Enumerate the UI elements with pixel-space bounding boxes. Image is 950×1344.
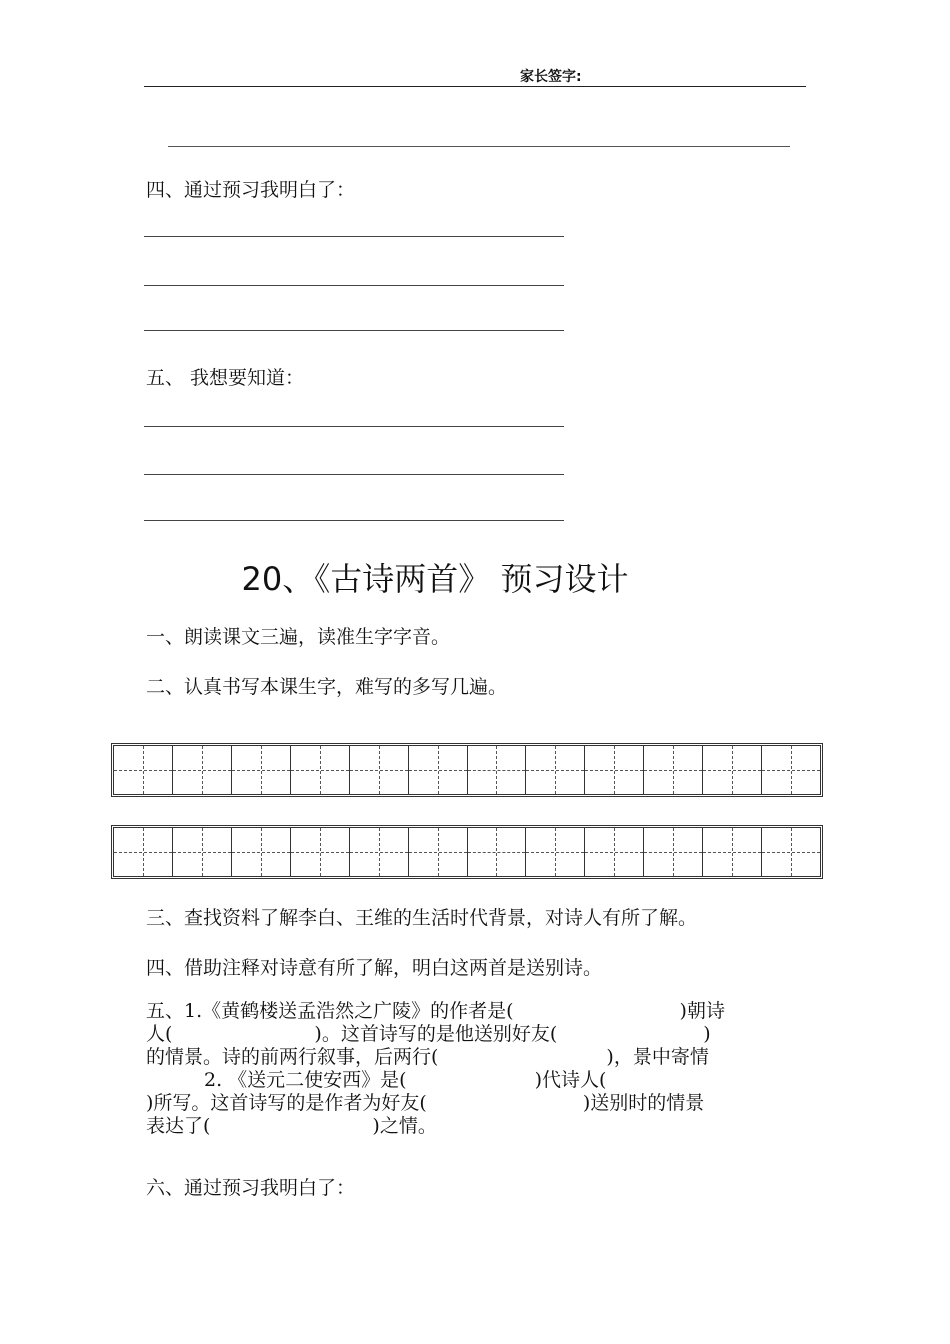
writing-cell[interactable] (468, 828, 527, 876)
writing-cell[interactable] (232, 746, 291, 794)
writing-cell[interactable] (762, 828, 820, 876)
writing-cell[interactable] (350, 746, 409, 794)
writing-cell[interactable] (232, 828, 291, 876)
prev-question-4: 四、通过预习我明白了： (146, 179, 356, 201)
writing-cell[interactable] (173, 746, 232, 794)
lesson-question-4: 四、借助注释对诗意有所了解，明白这两首是送别诗。 (146, 957, 603, 979)
lesson-question-6: 六、通过预习我明白了： (146, 1177, 356, 1199)
writing-cell[interactable] (526, 828, 585, 876)
writing-cell[interactable] (703, 746, 762, 794)
header-rule (144, 86, 806, 87)
writing-cell[interactable] (409, 828, 468, 876)
writing-cell[interactable] (350, 828, 409, 876)
answer-line (144, 236, 564, 237)
writing-grid-row (111, 825, 823, 879)
lesson-question-5: 五、1.《黄鹤楼送孟浩然之广陵》的作者是( )朝诗 人( )。这首诗写的是他送别好友( ) 的情景。诗的前两行叙事，后两行( )，景中寄情 2. 《送元二使安西》是( )代诗人( )所写。这首诗写的是作者为好友( )送别时的情景 表达了( )之情。 (146, 1000, 725, 1137)
answer-line (144, 520, 564, 521)
writing-cell[interactable] (114, 828, 173, 876)
writing-cell[interactable] (644, 828, 703, 876)
writing-cell[interactable] (291, 828, 350, 876)
writing-cell[interactable] (291, 746, 350, 794)
prev-question-5: 五、 我想要知道： (146, 367, 305, 389)
writing-cell[interactable] (173, 828, 232, 876)
writing-cell[interactable] (526, 746, 585, 794)
writing-cell[interactable] (409, 746, 468, 794)
parent-signature-label: 家长签字: (520, 69, 582, 85)
writing-cell[interactable] (468, 746, 527, 794)
writing-cell[interactable] (644, 746, 703, 794)
lesson-title: 20、《古诗两首》 预习设计 (241, 560, 629, 598)
writing-cell[interactable] (585, 828, 644, 876)
writing-cell[interactable] (585, 746, 644, 794)
answer-line (144, 426, 564, 427)
lesson-question-1: 一、朗读课文三遍，读准生字字音。 (146, 626, 451, 648)
lesson-question-2: 二、认真书写本课生字，难写的多写几遍。 (146, 676, 508, 698)
writing-grid-row (111, 743, 823, 797)
lesson-question-3: 三、查找资料了解李白、王维的生活时代背景，对诗人有所了解。 (146, 907, 698, 929)
writing-cell[interactable] (114, 746, 173, 794)
answer-line (144, 474, 564, 475)
answer-line (144, 285, 564, 286)
answer-line (144, 330, 564, 331)
answer-line (168, 146, 790, 147)
writing-cell[interactable] (703, 828, 762, 876)
writing-cell[interactable] (762, 746, 820, 794)
